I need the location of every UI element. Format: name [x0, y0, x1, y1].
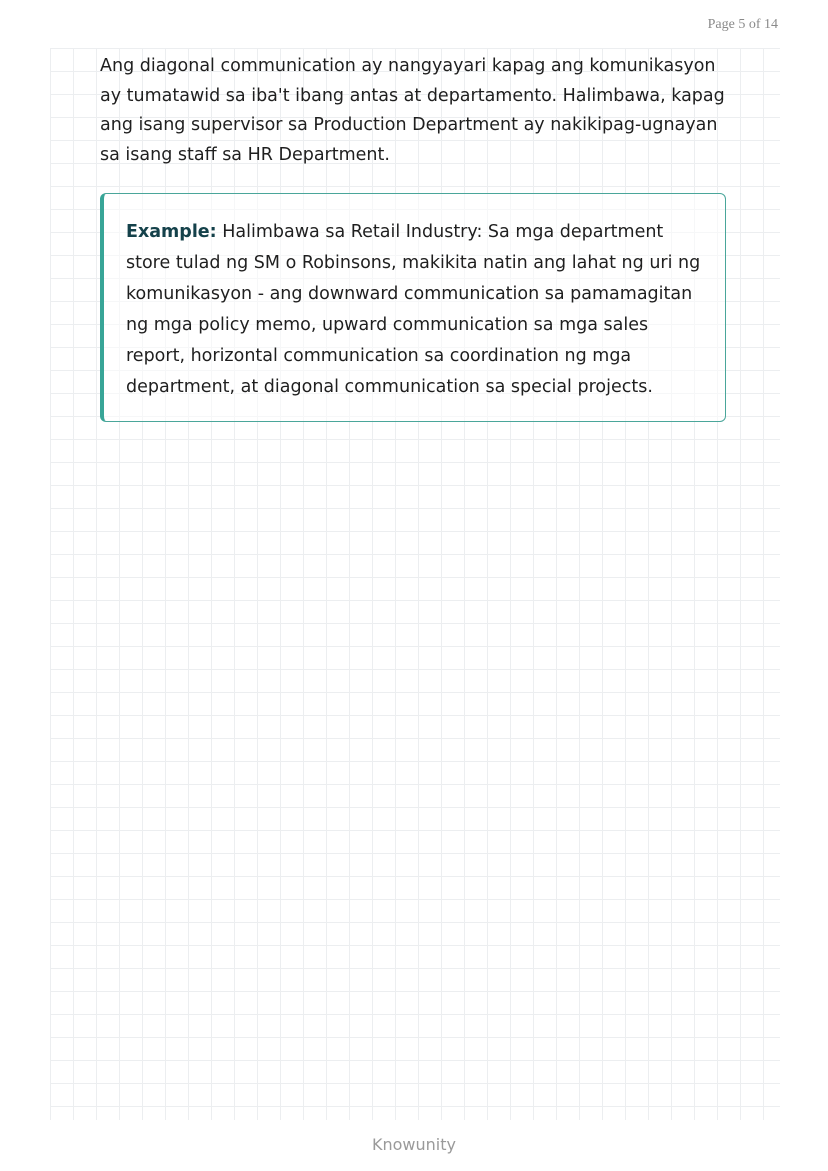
- example-label: Example:: [126, 222, 217, 242]
- page-number: Page 5 of 14: [707, 17, 778, 32]
- body-paragraph: Ang diagonal communication ay nangyayari kapag ang komunikasyon ay tumatawid sa iba't ibang antas at departamento. Halimbawa, kapag ang isang supervisor sa Production Department ay nakikipag-ugnayan sa isang staff sa HR Department.: [100, 56, 725, 165]
- example-body: Halimbawa sa Retail Industry: Sa mga department store tulad ng SM o Robinsons, makikita natin ang lahat ng uri ng komunikasyon - ang downward communication sa pamamagitan ng mga policy memo, upward communication sa mga sales report, horizontal communication sa coordination ng mga department, at diagonal communication sa special projects.: [126, 222, 701, 397]
- example-text: [126, 217, 703, 403]
- footer-brand: Knowunity: [372, 1135, 456, 1154]
- example-callout: [100, 193, 726, 422]
